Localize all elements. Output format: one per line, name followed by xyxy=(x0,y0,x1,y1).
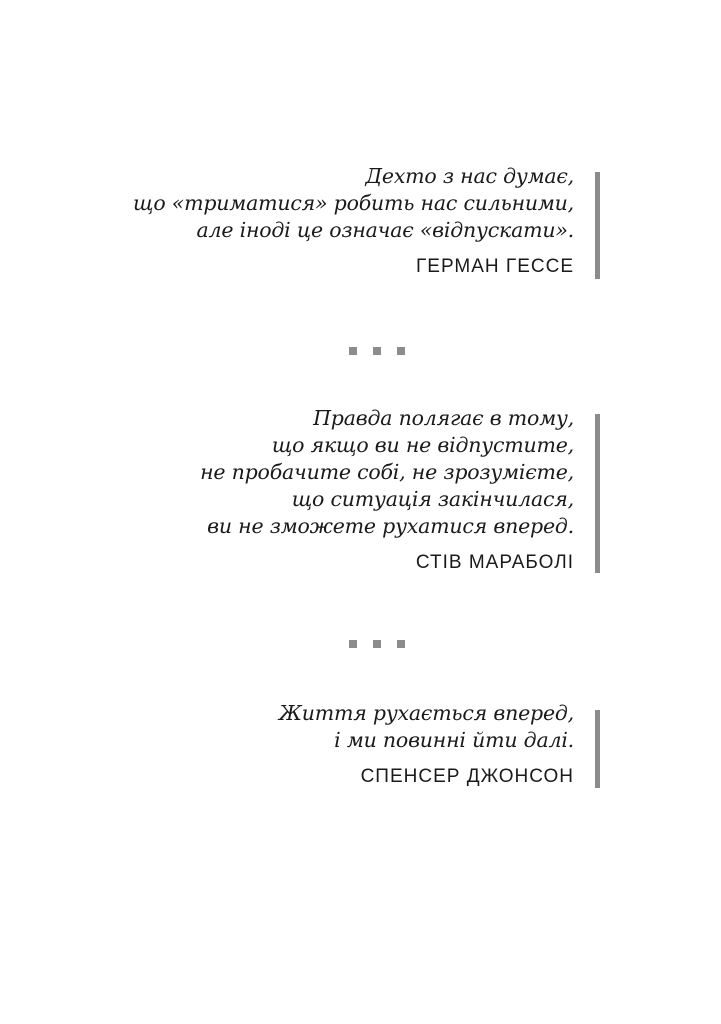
quote-3-line-2: і ми повинні йти далі. xyxy=(334,728,574,752)
separator-dot xyxy=(373,347,381,355)
quote-1-accent-bar xyxy=(595,172,600,279)
quote-2-line-5: ви не зможете рухатися вперед. xyxy=(207,514,574,538)
separator-dots xyxy=(349,640,405,648)
separator-dots xyxy=(349,347,405,355)
quote-2-line-3: не пробачите собі, не зрозумієте, xyxy=(200,460,574,484)
quote-2 xyxy=(200,405,574,575)
separator-dot xyxy=(373,640,381,648)
quote-1 xyxy=(133,163,574,279)
separator-dot xyxy=(397,640,405,648)
quote-2-accent-bar xyxy=(595,414,600,573)
quote-1-line-3: але іноді це означає «відпускати». xyxy=(196,218,574,242)
quote-1-line-1: Дехто з нас думає, xyxy=(365,164,574,188)
quote-1-author: ГЕРМАН ГЕССЕ xyxy=(416,256,574,277)
quote-2-line-2: що якщо ви не відпустите, xyxy=(271,433,574,457)
quote-1-line-2: що «триматися» робить нас сильними, xyxy=(133,191,574,215)
separator-dot xyxy=(349,347,357,355)
quote-2-line-1: Правда полягає в тому, xyxy=(313,406,574,430)
quote-3-accent-bar xyxy=(595,710,600,788)
quote-2-line-4: що ситуація закінчилася, xyxy=(291,487,574,511)
quote-3-line-1: Життя рухається вперед, xyxy=(278,701,574,725)
separator-dot xyxy=(349,640,357,648)
quote-2-author: СТІВ МАРАБОЛІ xyxy=(415,552,574,573)
quote-3 xyxy=(279,700,574,789)
quote-3-author: СПЕНСЕР ДЖОНСОН xyxy=(360,766,574,787)
separator-dot xyxy=(397,347,405,355)
